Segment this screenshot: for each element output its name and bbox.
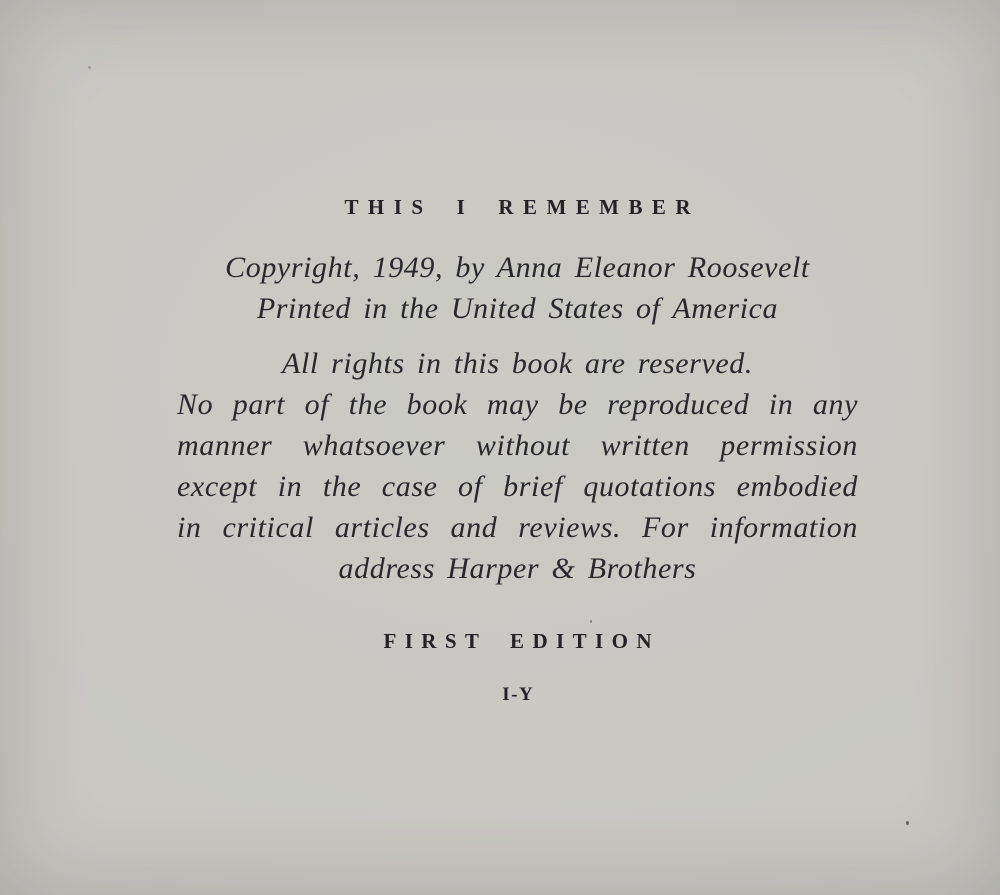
copyright-page-text	[177, 193, 858, 707]
rights-line-1: All rights in this book are reserved.	[282, 347, 753, 380]
dust-speck	[590, 620, 592, 623]
dust-speck	[906, 821, 909, 825]
rights-line-3: manner whatsoever without written permission	[177, 429, 858, 462]
edition-statement: FIRST EDITION	[383, 629, 660, 653]
printer-code: I-Y	[502, 684, 535, 705]
dust-speck	[88, 66, 91, 69]
printed-in-line: Printed in the United States of America	[256, 292, 779, 325]
publisher-address-line: address Harper & Brothers	[338, 552, 697, 585]
book-title: THIS I REMEMBER	[344, 195, 700, 219]
rights-line-5: in critical articles and reviews. For information	[177, 511, 858, 544]
rights-line-4: except in the case of brief quotations embodied	[177, 470, 858, 503]
rights-line-2: No part of the book may be reproduced in any	[177, 388, 858, 421]
copyright-notice-line: Copyright, 1949, by Anna Eleanor Roosevelt	[225, 251, 810, 284]
